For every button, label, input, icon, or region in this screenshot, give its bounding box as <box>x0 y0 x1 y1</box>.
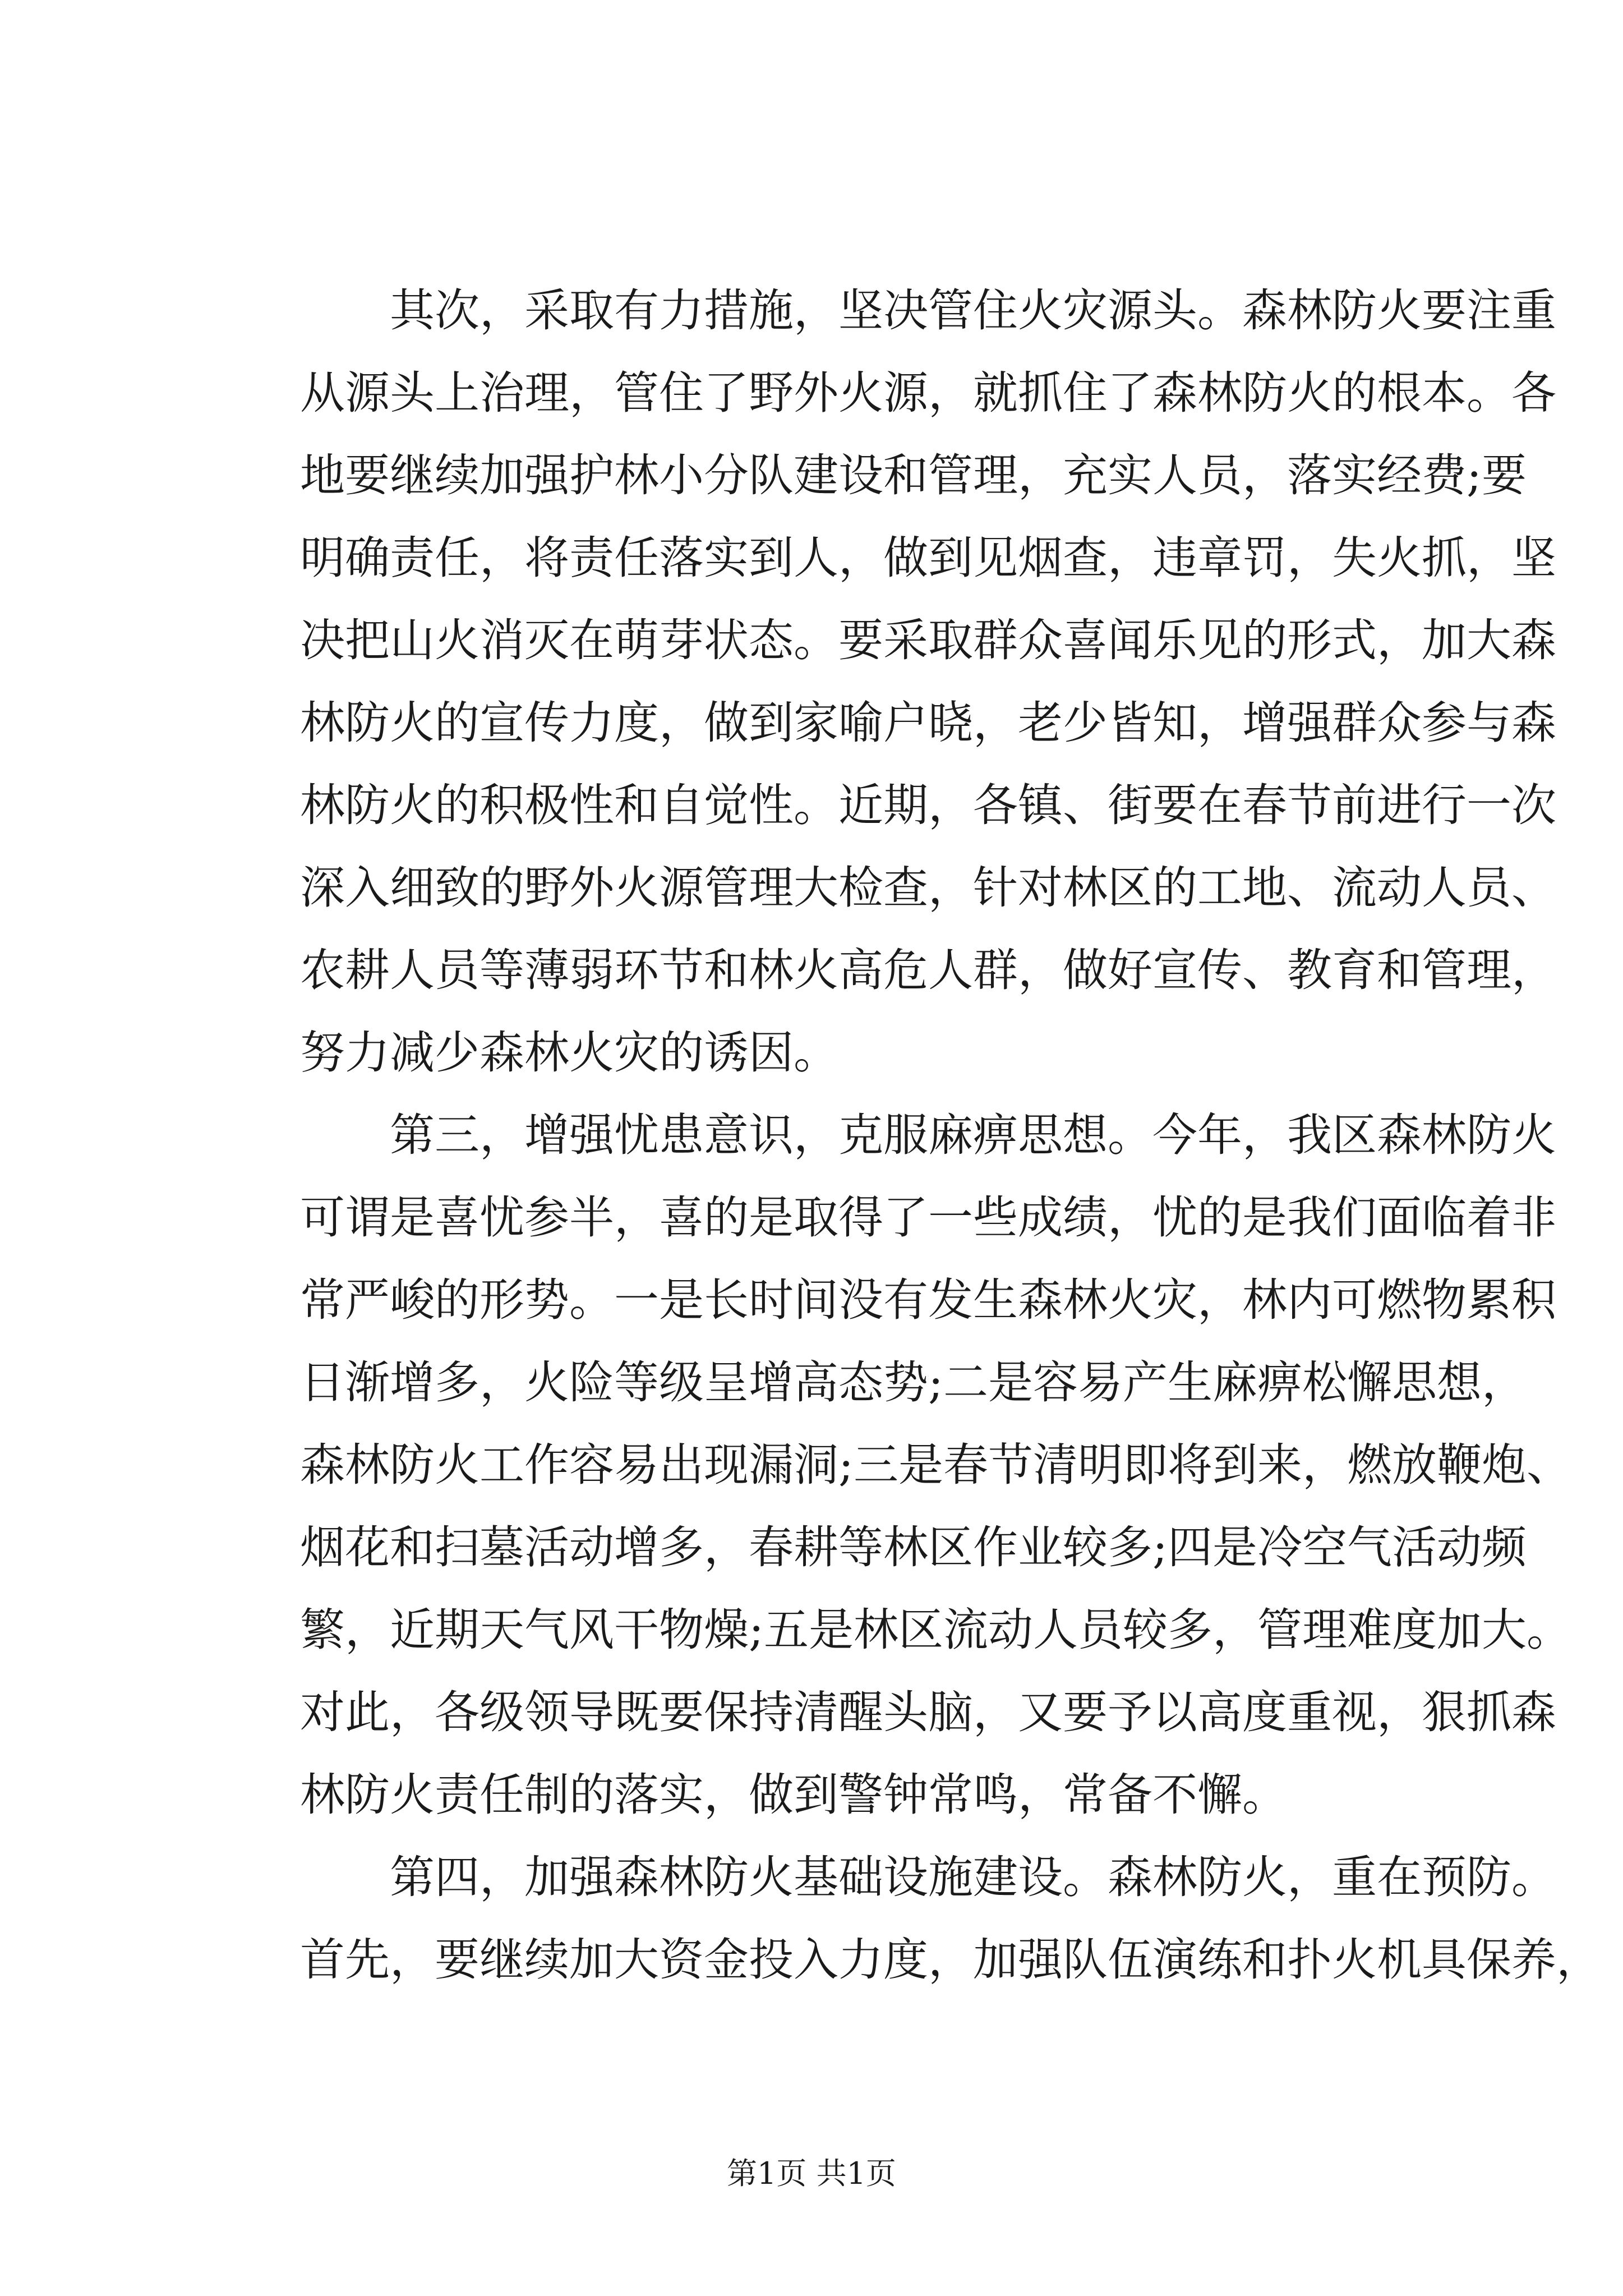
text-line: 其次，采取有力措施，坚决管住火灾源头。森林防火要注重 <box>300 284 1556 337</box>
text-line: 决把山火消灭在萌芽状态。要采取群众喜闻乐见的形式，加大森 <box>300 614 1556 666</box>
page-footer <box>0 2154 1623 2193</box>
text-line: 常严峻的形势。一是长时间没有发生森林火灾，林内可燃物累积 <box>300 1274 1556 1326</box>
text-line: 第三，增强忧患意识，克服麻痹思想。今年，我区森林防火 <box>300 1109 1556 1161</box>
text-line: 森林防火工作容易出现漏洞;三是春节清明即将到来，燃放鞭炮、 <box>300 1439 1571 1491</box>
text-line: 对此，各级领导既要保持清醒头脑，又要予以高度重视，狠抓森 <box>300 1686 1556 1738</box>
text-line: 明确责任，将责任落实到人，做到见烟查，违章罚，失火抓，坚 <box>300 532 1556 584</box>
text-line: 努力减少森林火灾的诱因。 <box>300 1027 838 1079</box>
text-line: 深入细致的野外火源管理大检查，针对林区的工地、流动人员、 <box>300 862 1556 914</box>
text-line: 从源头上治理，管住了野外火源，就抓住了森林防火的根本。各 <box>300 367 1556 419</box>
text-line: 繁，近期天气风干物燥;五是林区流动人员较多，管理难度加大。 <box>300 1604 1571 1656</box>
text-line: 日渐增多，火险等级呈增高态势;二是容易产生麻痹松懈思想， <box>300 1356 1527 1409</box>
text-line: 首先，要继续加大资金投入力度，加强队伍演练和扑火机具保养， <box>300 1934 1601 1986</box>
text-line: 农耕人员等薄弱环节和林火高危人群，做好宣传、教育和管理， <box>300 944 1556 996</box>
text-line: 可谓是喜忧参半，喜的是取得了一些成绩，忧的是我们面临着非 <box>300 1191 1556 1244</box>
body-text <box>300 269 1601 2001</box>
text-line: 第四，加强森林防火基础设施建设。森林防火，重在预防。 <box>300 1851 1556 1903</box>
text-line: 林防火的积极性和自觉性。近期，各镇、街要在春节前进行一次 <box>300 779 1556 831</box>
text-line: 林防火的宣传力度，做到家喻户晓，老少皆知，增强群众参与森 <box>300 697 1556 749</box>
page-number-label: 第1页 共1页 <box>727 2156 896 2191</box>
text-line: 烟花和扫墓活动增多，春耕等林区作业较多;四是冷空气活动频 <box>300 1521 1527 1573</box>
text-line: 地要继续加强护林小分队建设和管理，充实人员，落实经费;要 <box>300 449 1527 501</box>
text-line: 林防火责任制的落实，做到警钟常鸣，常备不懈。 <box>300 1769 1287 1821</box>
